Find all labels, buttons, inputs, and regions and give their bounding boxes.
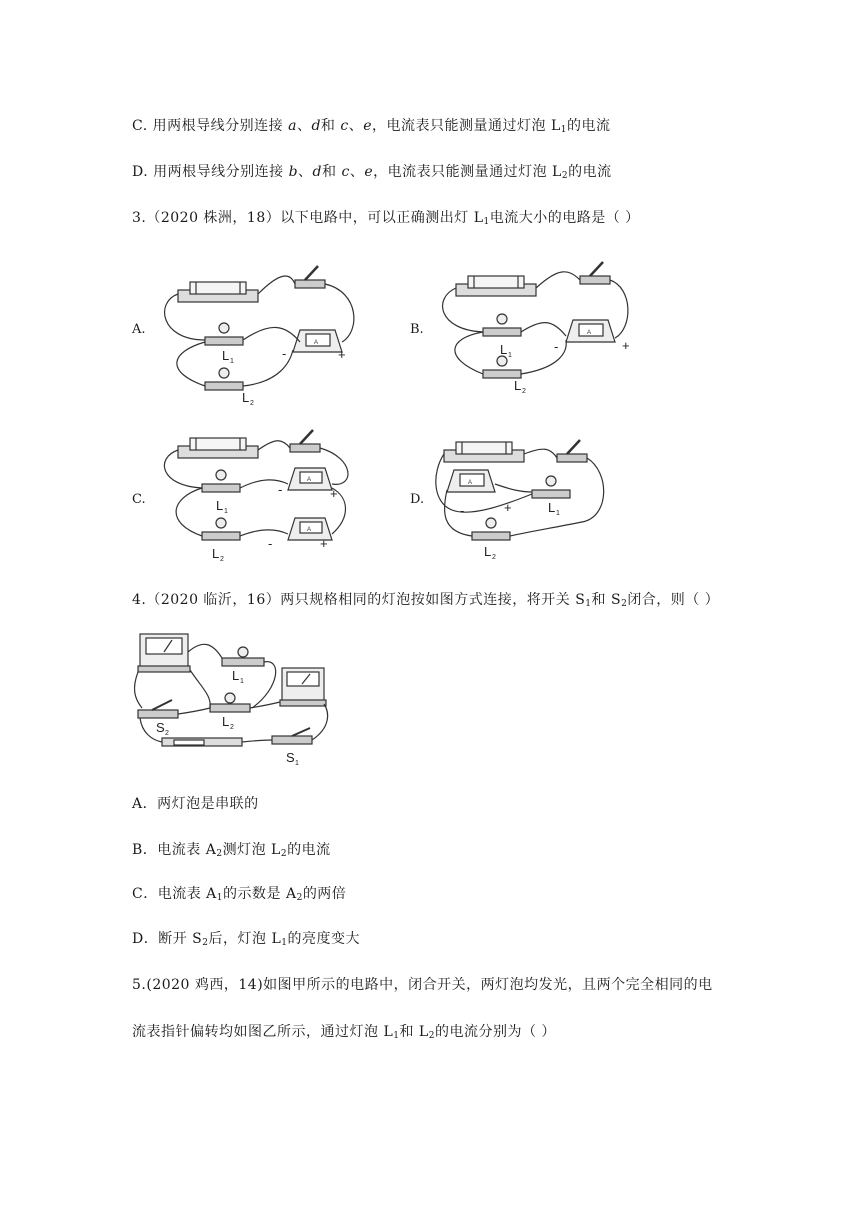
q3-label-a: A. [132,322,146,337]
q3-circuit-a [150,262,370,412]
bulb-l2-icon [472,518,510,540]
q3-label-d: D. [410,492,425,507]
svg-text:1: 1 [508,352,512,359]
switch-icon [557,440,587,462]
bulb-l1-icon [202,470,240,492]
switch-icon [295,266,325,288]
svg-text:2: 2 [492,554,496,561]
ammeter-a1-icon [138,634,190,672]
bulb-l1-icon [222,647,264,666]
svg-text:-: - [282,346,287,361]
q4-circuit-figure [132,628,337,770]
ammeter-a2-icon [280,668,326,706]
svg-text:2: 2 [250,400,254,407]
switch-icon [580,262,610,284]
svg-text:L: L [500,342,508,357]
svg-text:L: L [232,668,240,683]
battery-icon [162,738,242,746]
svg-text:2: 2 [230,724,234,731]
bulb-l2-icon [210,693,250,712]
svg-text:A: A [587,330,592,336]
switch-s1-icon [272,728,312,744]
svg-text:+: + [338,347,346,362]
battery-icon [178,438,258,458]
svg-text:A: A [307,527,312,533]
q3-circuit-d [432,432,617,562]
svg-text:A: A [314,340,319,346]
q2-option-d: D. 用两根导线分别连接 b、d和 c、e，电流表只能测量通过灯泡 $L_2$的电流 [132,164,612,181]
svg-text:L: L [484,544,492,559]
bulb-l1-icon [532,476,570,498]
q4-option-d: D．断开 $S_2$后，灯泡 $L_1$的亮度变大 [132,931,360,948]
svg-text:S: S [156,720,165,735]
svg-text:A: A [307,477,312,483]
battery-icon [444,442,524,462]
svg-text:+: + [504,500,512,515]
svg-text:-: - [278,482,283,497]
svg-text:L: L [222,348,230,363]
q3-label-b: B. [410,322,424,337]
svg-text:A: A [468,480,473,486]
svg-text:-: - [554,339,559,354]
svg-text:+: + [330,486,338,501]
q4-option-c: C．电流表 $A_1$的示数是 $A_2$的两倍 [132,886,347,903]
bulb-l1-icon [483,314,521,336]
bulb-l2-icon [202,518,240,540]
svg-text:1: 1 [240,678,244,685]
svg-text:L: L [222,714,230,729]
q3-circuit-c [150,428,370,568]
bulb-l2-icon [205,368,243,390]
q3-circuit-b [428,258,643,398]
q5-stem-line2: 流表指针偏转均如图乙所示，通过灯泡 $L_1$和 $L_2$的电流分别为（ ） [132,1024,556,1041]
q3-stem: 3.（2020 株洲，18）以下电路中，可以正确测出灯 $L_1$电流大小的电路是（ ） [132,210,640,227]
svg-text:+: + [622,338,630,353]
switch-s2-icon [138,700,178,718]
svg-text:L: L [548,500,556,515]
svg-text:2: 2 [220,556,224,563]
svg-text:2: 2 [522,388,526,395]
bulb-l1-icon [205,323,243,345]
svg-text:-: - [268,536,273,551]
switch-icon [290,430,320,452]
svg-text:1: 1 [230,358,234,365]
battery-icon [178,282,258,302]
svg-text:2: 2 [165,730,169,737]
q4-option-a: A．两灯泡是串联的 [132,796,259,812]
svg-text:1: 1 [295,760,299,767]
svg-text:S: S [286,750,295,765]
q3-label-c: C. [132,492,146,507]
q4-option-b: B．电流表 $A_2$测灯泡 $L_2$的电流 [132,842,331,859]
q4-stem: 4.（2020 临沂，16）两只规格相同的灯泡按如图方式连接，将开关 $S_1$和 $S_2$闭合，则（ ） [132,592,720,609]
svg-text:L: L [212,546,220,561]
q2-option-c: C. 用两根导线分别连接 a、d和 c、e，电流表只能测量通过灯泡 $L_1$的电流 [132,118,611,135]
svg-text:-: - [460,503,465,518]
battery-icon [456,276,536,296]
svg-text:L: L [242,390,250,405]
svg-text:L: L [216,498,224,513]
q5-stem-line1: 5.(2020 鸡西，14)如图甲所示的电路中，闭合开关，两灯泡均发光，且两个完全相同的电 [132,977,713,993]
svg-text:L: L [514,378,522,393]
svg-text:1: 1 [556,510,560,517]
bulb-l2-icon [483,356,521,378]
svg-text:+: + [320,536,328,551]
svg-text:1: 1 [224,508,228,515]
